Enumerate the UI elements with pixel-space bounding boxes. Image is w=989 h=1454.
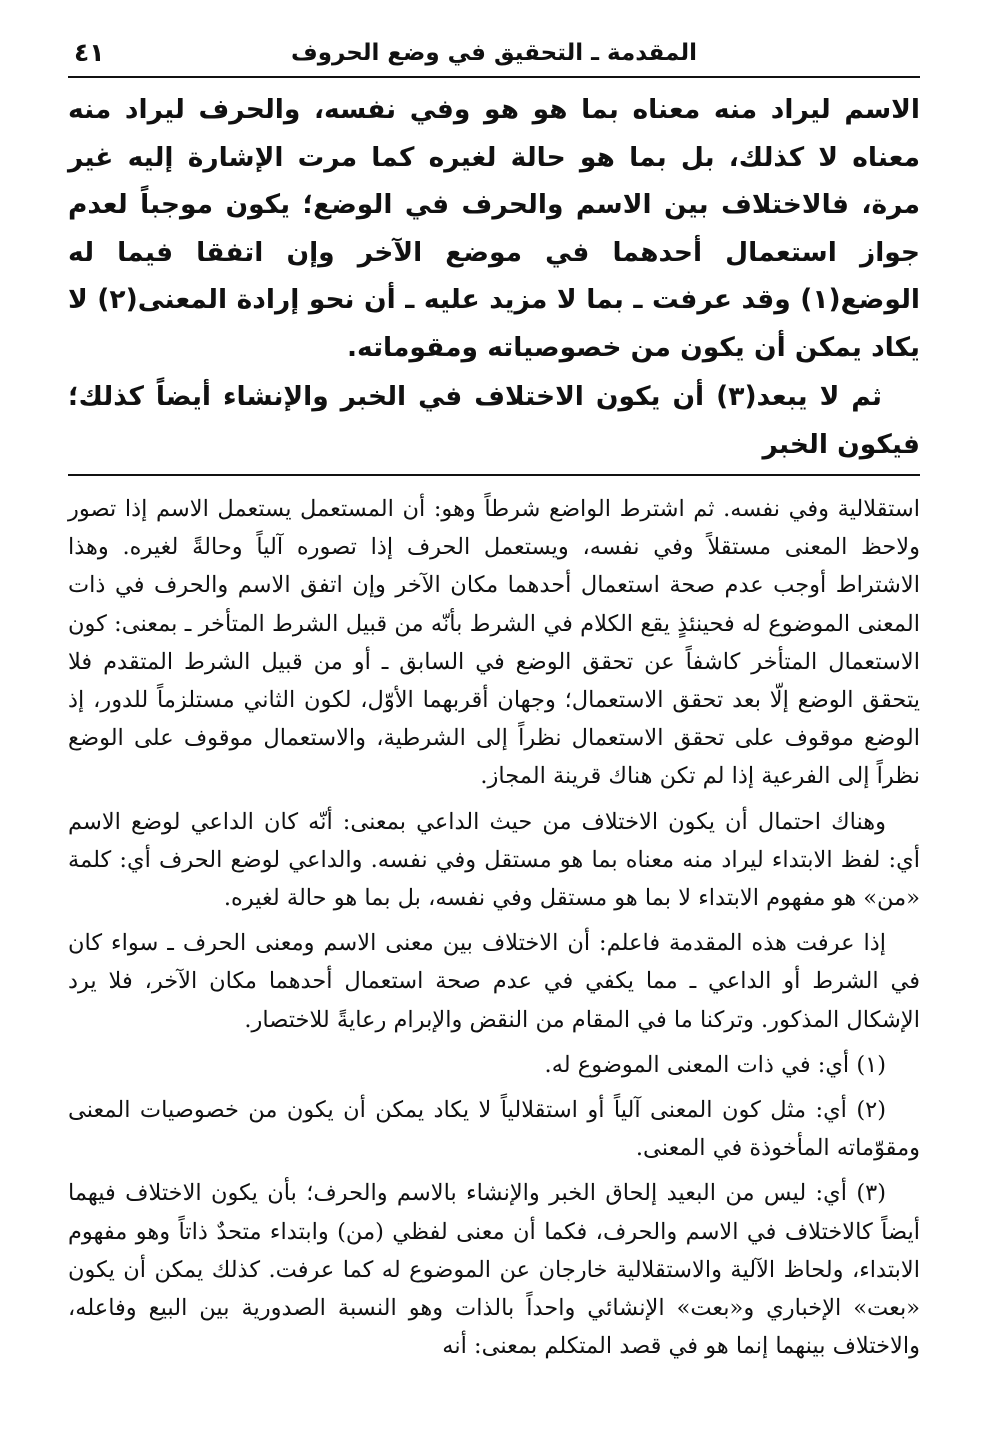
page-number: ٤١ (74, 38, 105, 67)
footnote-1: (١) أي: في ذات المعنى الموضوع له. (544, 1051, 886, 1078)
main-paragraph-2: ثم لا يبعد(٣) أن يكون الاختلاف في الخبر والإنشاء أيضاً كذلك؛ فيكون الخبر (68, 381, 920, 460)
footnotes (68, 490, 920, 1365)
main-paragraph-1: الاسم ليراد منه معناه بما هو هو وفي نفسه، والحرف ليراد منه معناه لا كذلك، بل بما هو حالة لغيره كما مرت الإشارة إليه غير مرة، فالاختلاف بين الاسم والحرف في الوضع؛ يكون موجباً لعدم جواز استعمال أحدهما في موضع الآخر وإن اتفقا فيما له الوضع(١) وقد عرفت ـ بما لا مزيد عليه ـ أن نحو إرادة المعنى(٢) لا يكاد يمكن أن يكون من خصوصياته ومقوماته. (68, 94, 920, 363)
main-text (68, 86, 920, 468)
page-header (68, 30, 920, 78)
note-continuation: استقلالية وفي نفسه. ثم اشترط الواضع شرطاً وهو: أن المستعمل يستعمل الاسم إذا تصور ولاحظ المعنى مستقلاً وفي نفسه، ويستعمل الحرف إذا تصوره آلياً وحالةً لغيره. وهذا الاشتراط أوجب عدم صحة استعمال أحدهما مكان الآخر وإن اتفق الاسم والحرف في ذات المعنى الموضوع له فحينئذٍ يقع الكلام في الشرط بأنّه من قبيل الشرط المتأخر ـ بمعنى: كون الاستعمال المتأخر كاشفاً عن تحقق الوضع في السابق ـ أو من قبيل الشرط المتقدم فلا يتحقق الوضع إلّا بعد تحقق الاستعمال؛ وجهان أقربهما الأوّل، لكون الثاني مستلزماً للدور، إذ الوضع موقوف على تحقق الاستعمال نظراً إلى الشرطية، والاستعمال موقوف على الوضع نظراً إلى الفرعية إذا لم تكن هناك قرينة المجاز. (68, 496, 920, 790)
note-paragraph: إذا عرفت هذه المقدمة فاعلم: أن الاختلاف بين معنى الاسم ومعنى الحرف ـ سواء كان في الشرط أو الداعي ـ مما يكفي في عدم صحة استعمال أحدهما مكان الآخر، فلا يرد الإشكال المذكور. وتركنا ما في المقام من النقض والإبرام رعايةً للاختصار. (68, 930, 920, 1033)
footnote-separator (68, 474, 920, 476)
footnote-3: (٣) أي: ليس من البعيد إلحاق الخبر والإنشاء بالاسم والحرف؛ بأن يكون الاختلاف فيهما أيضاً كالاختلاف في الاسم والحرف، فكما أن معنى لفظي (من) وابتداء متحدٌ ذاتاً وهو مفهوم الابتداء، ولحاظ الآلية والاستقلالية خارجان عن الموضوع له كما عرفت. كذلك يمكن أن يكون «بعت» الإخباري و«بعت» الإنشائي واحداً بالذات وهو النسبة الصدورية بين البيع وفاعله، والاختلاف بينهما إنما هو في قصد المتكلم بمعنى: أنه (68, 1180, 920, 1360)
running-title: المقدمة ـ التحقيق في وضع الحروف (290, 40, 697, 66)
note-paragraph: وهناك احتمال أن يكون الاختلاف من حيث الداعي بمعنى: أنّه كان الداعي لوضع الاسم أي: لفظ الابتداء ليراد منه معناه بما هو مستقل وفي نفسه. والداعي لوضع الحرف أي: كلمة «من» هو مفهوم الابتداء لا بما هو مستقل وفي نفسه، بل بما هو حالة لغيره. (68, 808, 920, 912)
book-page (68, 30, 920, 1440)
footnote-2: (٢) أي: مثل كون المعنى آلياً أو استقلالياً لا يكاد يمكن أن يكون من خصوصيات المعنى ومقوّماته المأخوذة في المعنى. (68, 1097, 920, 1162)
